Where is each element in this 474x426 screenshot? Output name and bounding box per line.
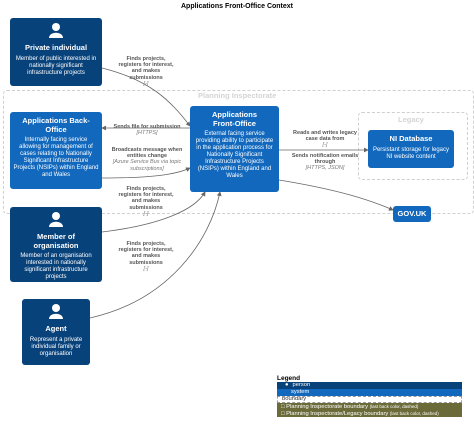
back-office-desc: Internally facing service allowing for management of cases relating to Nationally Significant Infrastructure Projects (NSIPs) within England and Wales — [13, 137, 99, 178]
legend-planning-boundary — [277, 403, 462, 410]
legacy-boundary-title: Legacy — [398, 115, 424, 124]
legend-planning-boundary-note: (last back color, dashed) — [369, 404, 419, 409]
ni-database-name: NI Database — [389, 134, 433, 143]
legend-system — [277, 389, 462, 396]
applications-back-office-system[interactable] — [10, 112, 102, 189]
rel-label-notification — [290, 153, 360, 172]
govuk-name: GOV.UK — [397, 209, 427, 218]
legend-boundary-label: boundary — [282, 396, 307, 402]
rel-label-private-frontoffice — [116, 56, 176, 87]
member-org-name: Member of organisation — [33, 232, 79, 250]
rel-text: Sends file for submission — [113, 124, 181, 130]
ni-database-system[interactable] — [368, 130, 454, 168]
agent-desc: Represent a private individual family or organisation — [29, 337, 83, 357]
front-office-name: Applications Front-Office — [211, 110, 257, 128]
front-office-desc: External facing service providing ability to participate in the application process for Nationally Significant Infrastructure Projects (NSIPs) within England and Wales — [195, 131, 274, 179]
applications-front-office-system[interactable] — [190, 106, 279, 192]
rel-text: Finds projects, registers for interest, and makes submissions — [118, 241, 174, 266]
legend-system-label: system — [291, 389, 310, 395]
diagram-title: Applications Front-Office Context — [181, 3, 293, 10]
rel-tech: [Azure Service Bus via topic subscriptions] — [112, 159, 182, 172]
legend-legacy-boundary-note: (last back color, dashed) — [389, 411, 439, 416]
rel-tech: [-] — [143, 265, 149, 272]
private-individual-name: Private individual — [24, 43, 88, 52]
legend-legacy-boundary — [277, 410, 462, 417]
member-of-organisation-person[interactable] — [10, 207, 102, 282]
back-office-name: Applications Back-Office — [22, 116, 90, 134]
legend-person — [277, 382, 462, 389]
rel-label-broadcast — [108, 147, 186, 172]
planning-boundary-title: Planning Inspectorate — [198, 91, 277, 100]
legend-boundary — [277, 396, 462, 403]
private-individual-desc: Member of public interested in nationally significant infrastructure projects — [15, 56, 97, 76]
rel-label-reads-writes — [290, 130, 360, 149]
rel-tech: [-] — [143, 80, 149, 87]
rel-label-send-file — [112, 124, 182, 136]
rel-tech: [-] — [143, 210, 149, 217]
member-org-desc: Member of an organisation interested in nationally significant infrastructure projects — [20, 253, 92, 280]
rel-text: Reads and writes legacy case data from — [293, 130, 357, 143]
boundary-icon: □ — [281, 411, 287, 417]
agent-name: Agent — [45, 324, 67, 333]
person-icon: ● — [285, 382, 289, 388]
legend-title: Legend — [277, 375, 301, 382]
person-icon — [48, 303, 64, 319]
boundary-icon: □ — [281, 404, 287, 410]
legend-person-label: person — [292, 382, 311, 388]
rel-text: Finds projects, registers for interest, and makes submissions — [118, 186, 174, 211]
rel-tech: [HTTPS, JSON] — [305, 165, 345, 172]
govuk-system[interactable] — [393, 206, 431, 222]
rel-text: Broadcasts message when entities change — [111, 147, 183, 160]
rel-frontoffice-to-govuk-line — [279, 180, 393, 210]
rel-tech: [HTTPS] — [136, 130, 158, 137]
rel-label-member-frontoffice — [116, 186, 176, 217]
legend — [277, 375, 462, 417]
person-icon — [48, 211, 64, 227]
legend-legacy-boundary-label: Planning Inspectorate/Legacy boundary — [286, 411, 389, 417]
rel-text: Sends notification emails through — [291, 153, 359, 166]
legend-planning-boundary-label: Planning Inspectorate boundary — [286, 404, 368, 410]
rel-tech: [-] — [322, 142, 328, 149]
person-icon — [48, 22, 64, 38]
rel-text: Finds projects, registers for interest, and makes submissions — [118, 56, 174, 81]
rel-label-agent-frontoffice — [116, 241, 176, 272]
ni-database-desc: Persistant storage for legacy NI website content — [372, 147, 450, 160]
private-individual-person[interactable] — [10, 18, 102, 86]
agent-person[interactable] — [22, 299, 90, 365]
